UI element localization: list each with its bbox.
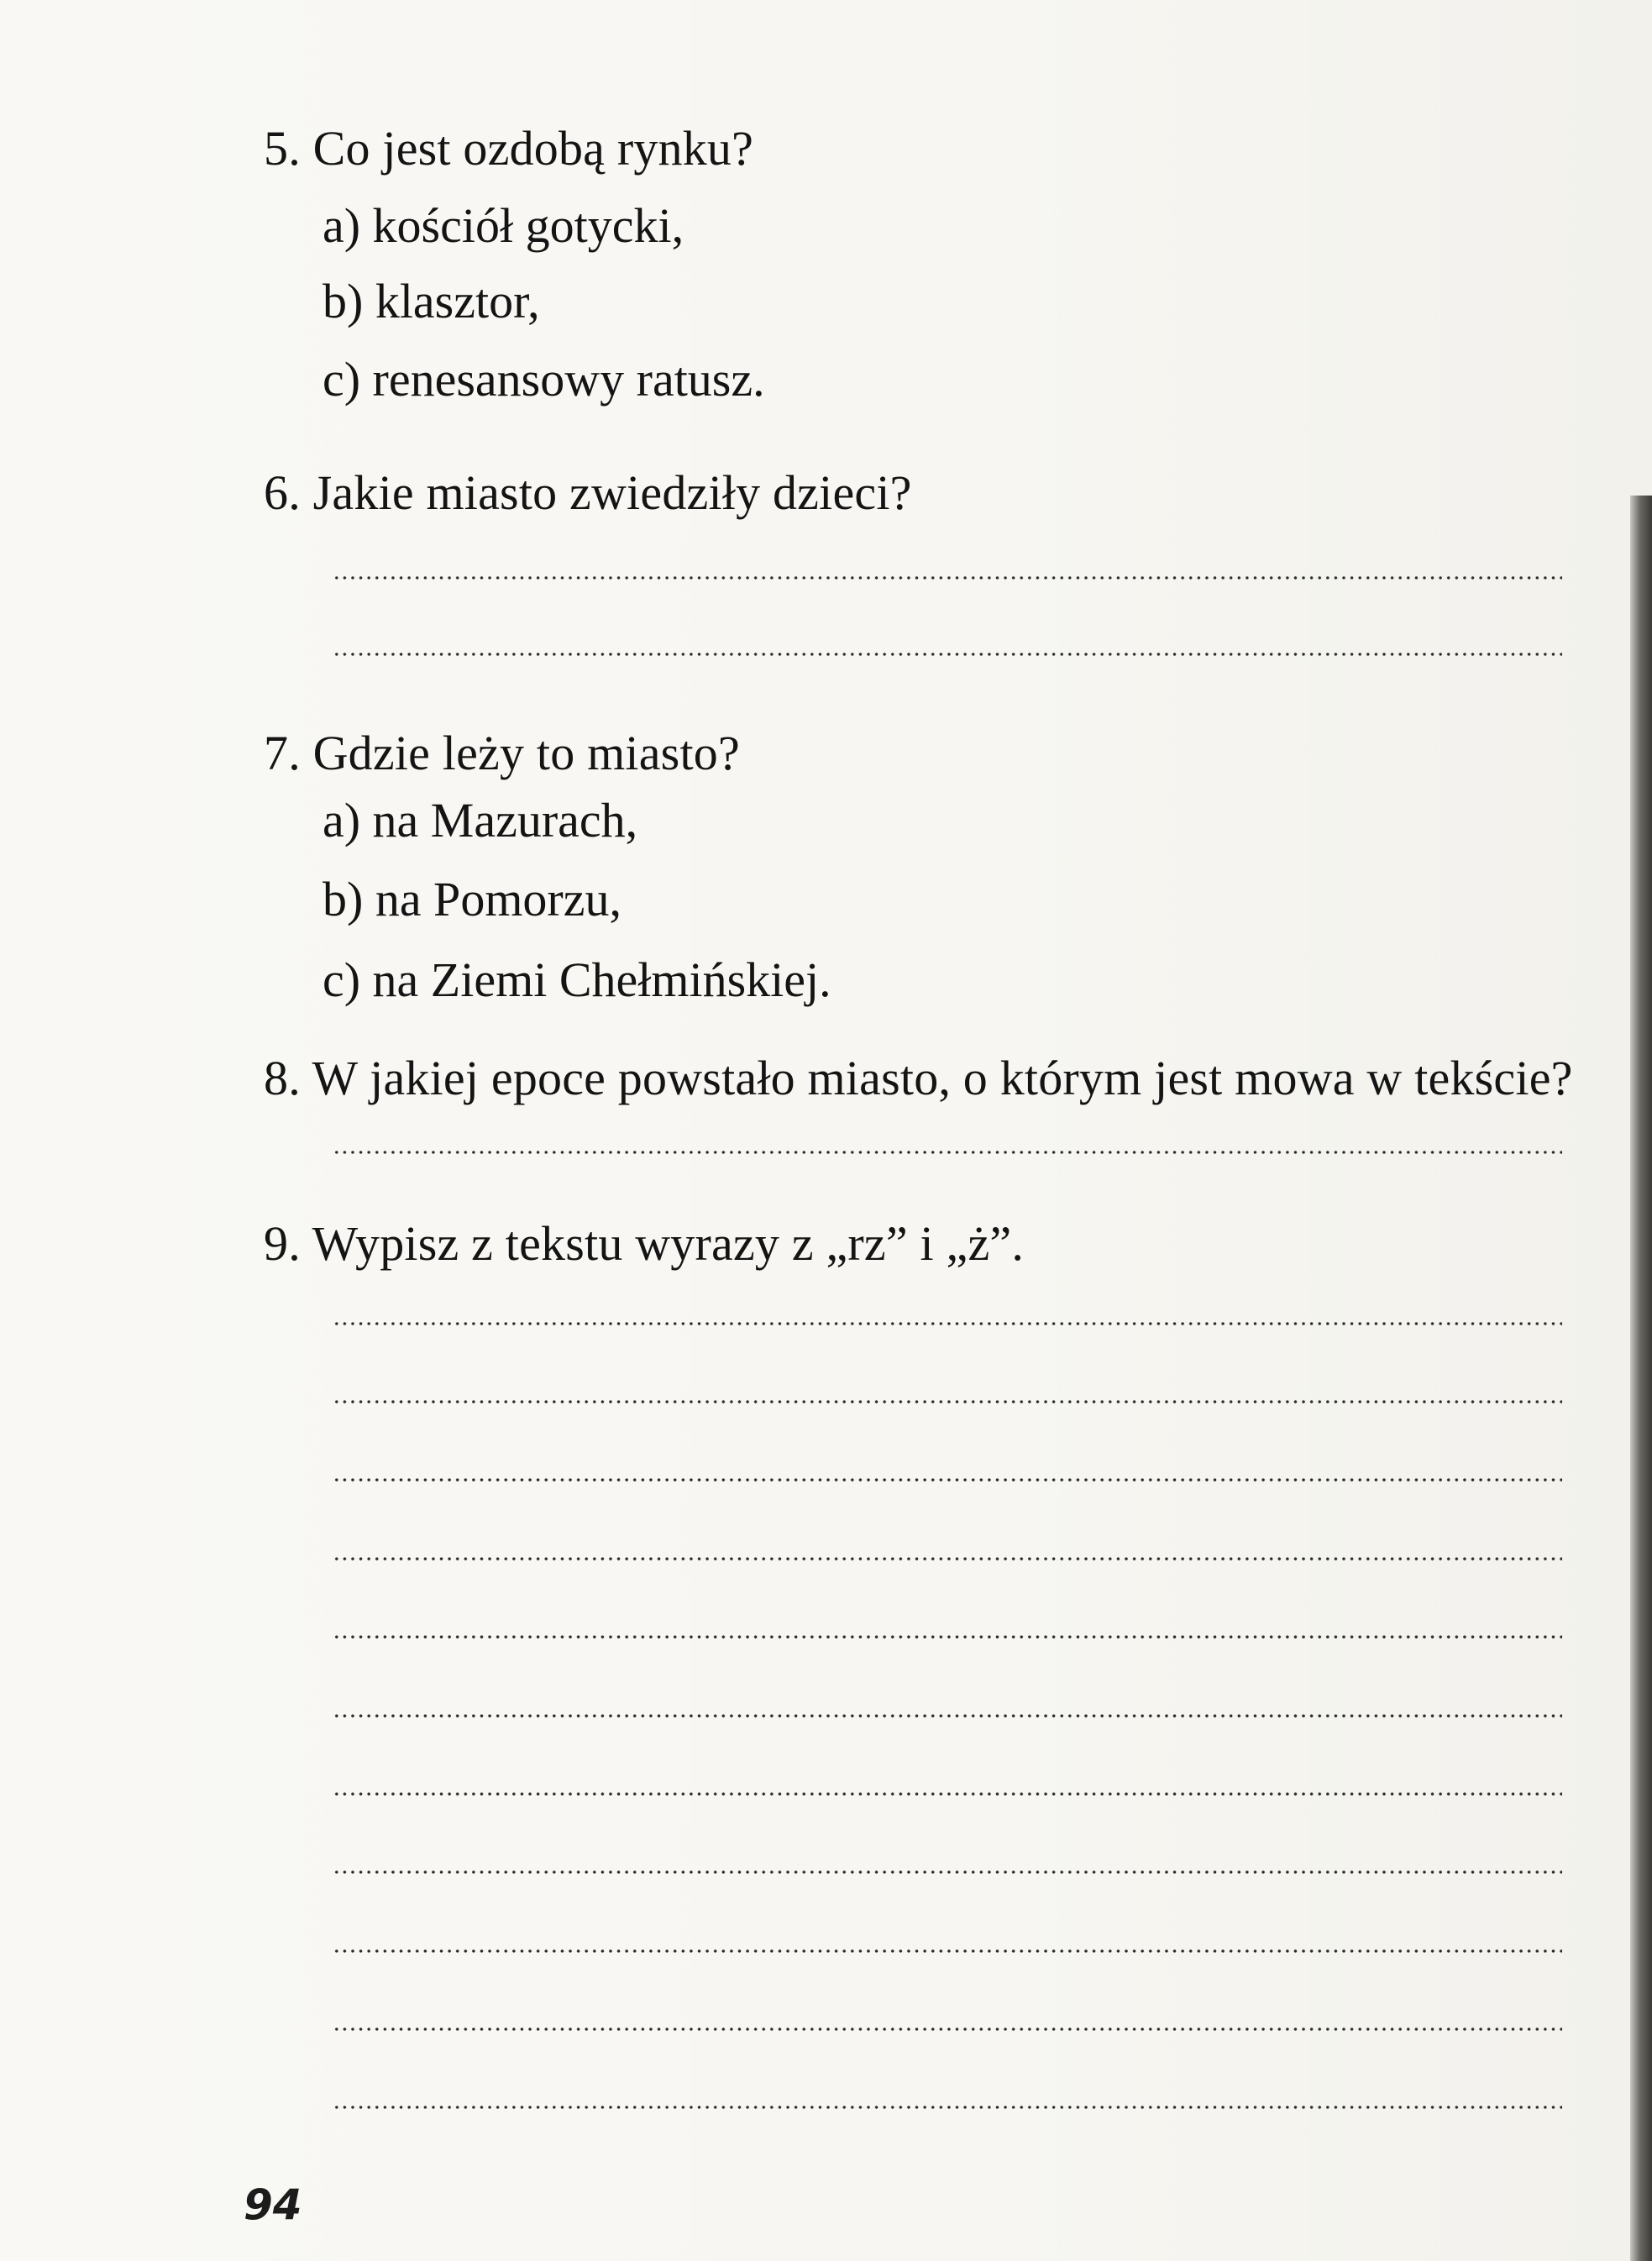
answer-line-q6-2[interactable] xyxy=(333,652,1562,657)
page-edge-shadow xyxy=(1630,496,1652,2261)
question-7-option-b: b) na Pomorzu, xyxy=(323,872,621,926)
answer-line-q9-10[interactable] xyxy=(333,2027,1562,2032)
answer-line-q9-11[interactable] xyxy=(333,2105,1562,2110)
question-7-option-a: a) na Mazurach, xyxy=(323,793,638,847)
answer-line-q9-2[interactable] xyxy=(333,1399,1562,1404)
question-9: 9. Wypisz z tekstu wyrazy z „rz” i „ż”. xyxy=(264,1216,1025,1271)
page-number: 94 xyxy=(244,2180,302,2229)
answer-line-q9-7[interactable] xyxy=(333,1791,1562,1797)
question-5: 5. Co jest ozdobą rynku? xyxy=(264,121,754,176)
question-5-option-a: a) kościół gotycki, xyxy=(323,198,684,253)
answer-line-q9-6[interactable] xyxy=(333,1713,1562,1718)
answer-line-q9-3[interactable] xyxy=(333,1477,1562,1482)
question-7: 7. Gdzie leży to miasto? xyxy=(264,726,740,780)
question-6: 6. Jakie miasto zwiedziły dzieci? xyxy=(264,465,912,520)
answer-line-q6-1[interactable] xyxy=(333,575,1562,580)
answer-line-q9-5[interactable] xyxy=(333,1634,1562,1639)
question-5-option-c: c) renesansowy ratusz. xyxy=(323,352,765,407)
answer-line-q8-1[interactable] xyxy=(333,1150,1562,1155)
answer-line-q9-1[interactable] xyxy=(333,1321,1562,1326)
answer-line-q9-9[interactable] xyxy=(333,1949,1562,1954)
question-8: 8. W jakiej epoce powstało miasto, o którym jest mowa w tekście? xyxy=(264,1051,1573,1105)
answer-line-q9-8[interactable] xyxy=(333,1870,1562,1875)
question-7-option-c: c) na Ziemi Chełmińskiej. xyxy=(323,952,831,1007)
question-5-option-b: b) klasztor, xyxy=(323,274,540,328)
answer-line-q9-4[interactable] xyxy=(333,1556,1562,1561)
